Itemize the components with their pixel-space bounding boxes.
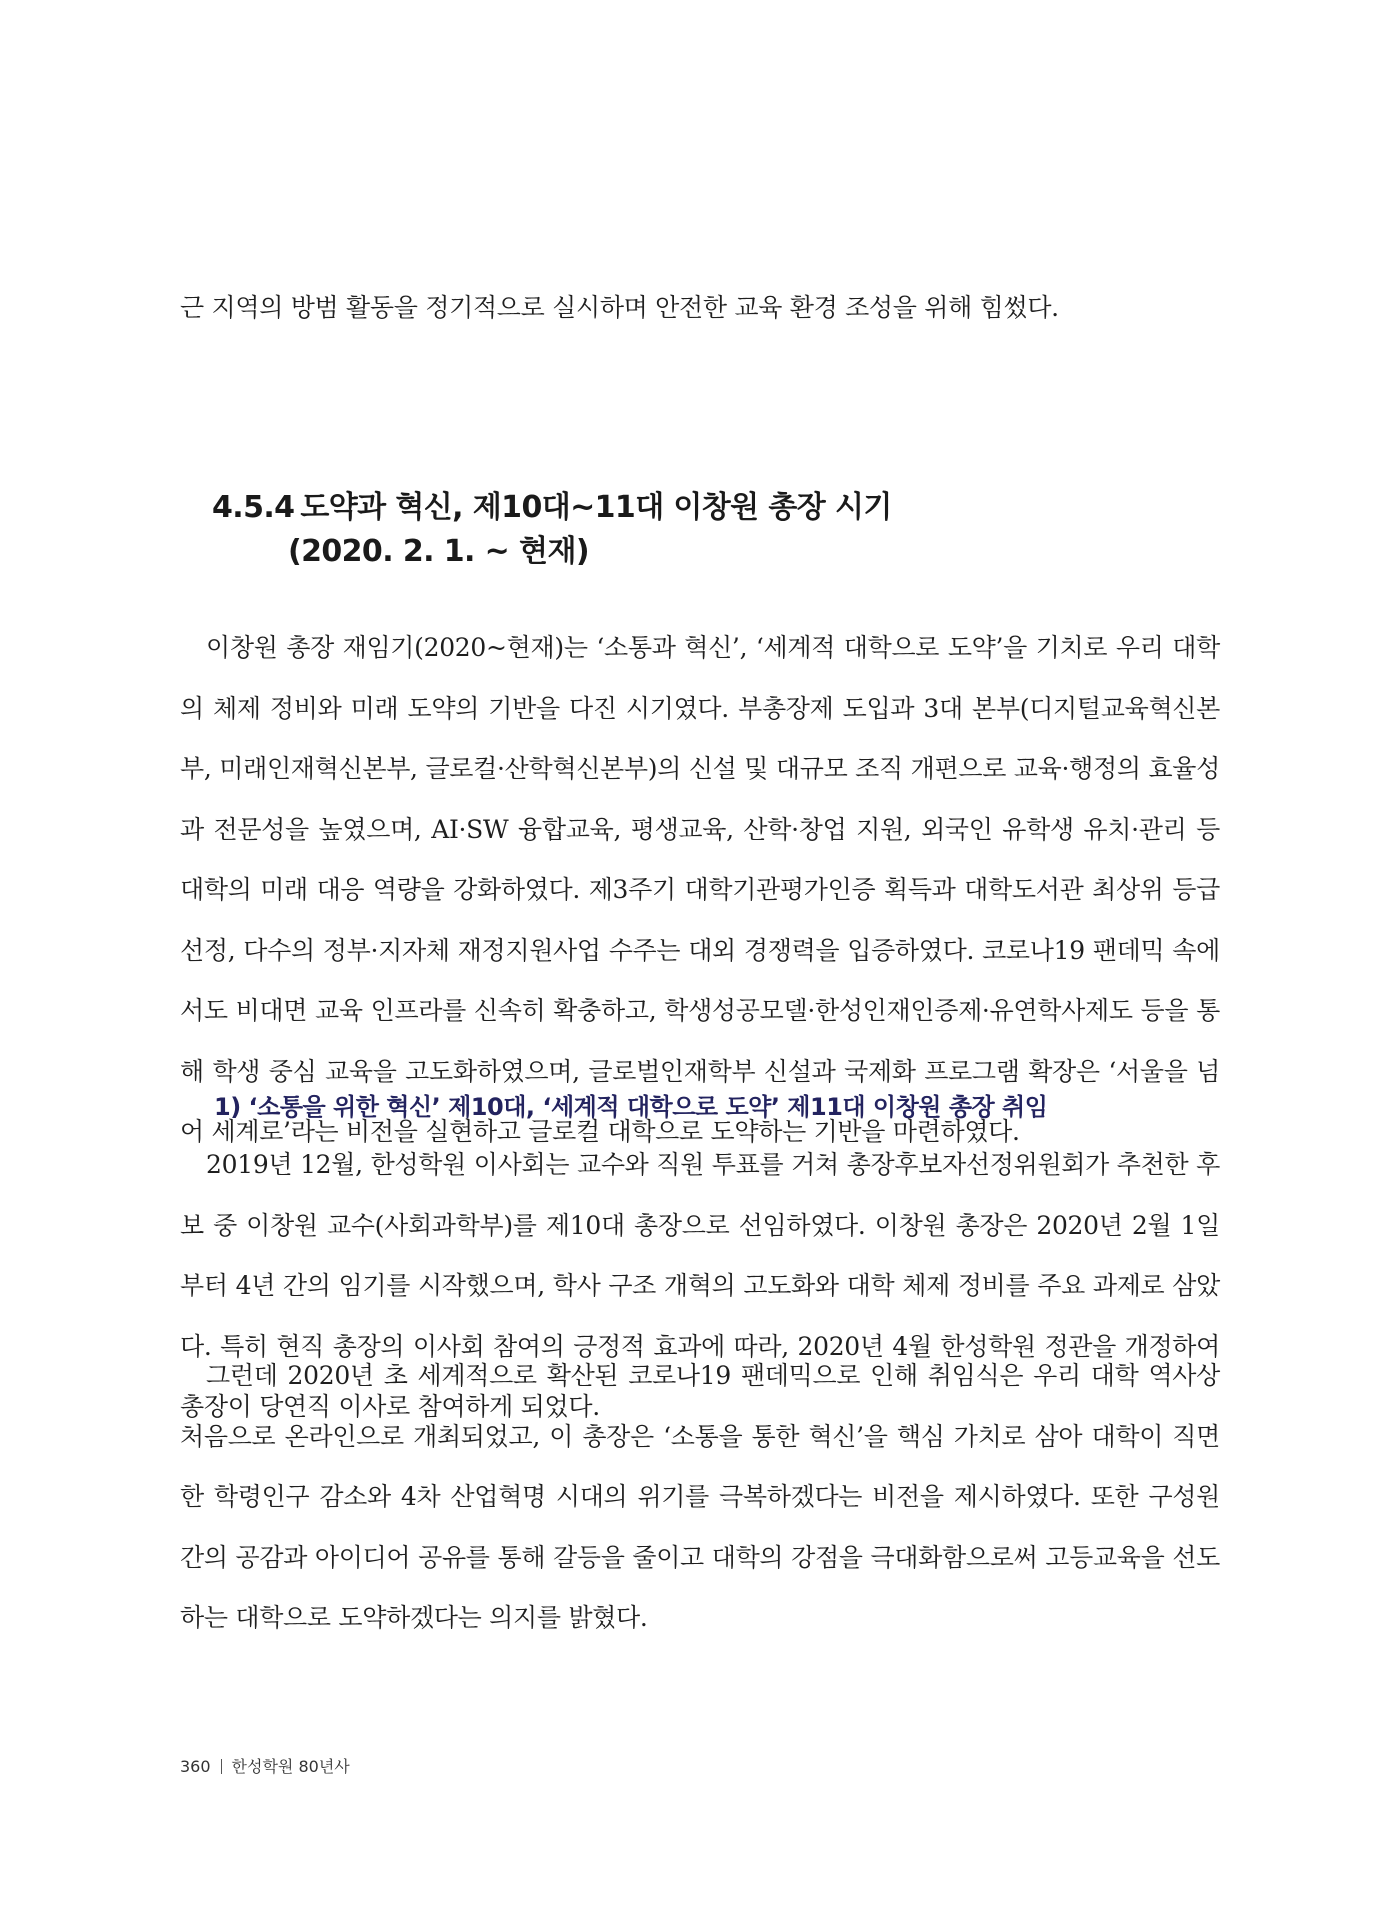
body-paragraph-3: 그런데 2020년 초 세계적으로 확산된 코로나19 팬데믹으로 인해 취임식은 우리 대학 역사상 처음으로 온라인으로 개최되었고, 이 총장은 ‘소통을 통한 혁신’을 핵심 가치로 삼아 대학이 직면한 학령인구 감소와 4차 산업혁명 시대의 위기를 극복하겠다는 비전을 제시하였다. 또한 구성원 간의 공감과 아이디어 공유를 통해 갈등을 줄이고 대학의 강점을 극대화함으로써 고등교육을 선도하는 대학으로 도약하겠다는 의지를 밝혔다. — [180, 1361, 1220, 1632]
body-paragraph-2: 2019년 12월, 한성학원 이사회는 교수와 직원 투표를 거쳐 총장후보자선정위원회가 추천한 후보 중 이창원 교수(사회과학부)를 제10대 총장으로 선임하였다. 이창원 총장은 2020년 2월 1일부터 4년 간의 임기를 시작했으며, 학사 구조 개혁의 고도화와 대학 체제 정비를 주요 과제로 삼았다. 특히 현직 총장의 이사회 참여의 긍정적 효과에 따라, 2020년 4월 한성학원 정관을 개정하여 총장이 당연직 이사로 참여하게 되었다. — [180, 1150, 1220, 1421]
section-heading — [212, 486, 892, 574]
section-title-line2: (2020. 2. 1. ~ 현재) — [288, 534, 589, 569]
book-title: 한성학원 80년사 — [231, 1757, 350, 1776]
intro-paragraph: 근 지역의 방범 활동을 정기적으로 실시하며 안전한 교육 환경 조성을 위해 힘썼다. — [180, 293, 1059, 322]
page-footer — [180, 1756, 350, 1778]
subsection-heading: 1) ‘소통을 위한 혁신’ 제10대, ‘세계적 대학으로 도약’ 제11대 이창원 총장 취임 — [214, 1093, 1048, 1121]
section-title-line1: 도약과 혁신, 제10대~11대 이창원 총장 시기 — [300, 490, 892, 525]
section-number: 4.5.4 — [212, 490, 295, 525]
body-paragraph-1: 이창원 총장 재임기(2020~현재)는 ‘소통과 혁신’, ‘세계적 대학으로 도약’을 기치로 우리 대학의 체제 정비와 미래 도약의 기반을 다진 시기였다. 부총장제 도입과 3대 본부(디지털교육혁신본부, 미래인재혁신본부, 글로컬·산학혁신본부)의 신설 및 대규모 조직 개편으로 교육·행정의 효율성과 전문성을 높였으며, AI·SW 융합교육, 평생교육, 산학·창업 지원, 외국인 유학생 유치·관리 등 대학의 미래 대응 역량을 강화하였다. 제3주기 대학기관평가인증 획득과 대학도서관 최상위 등급 선정, 다수의 정부·지자체 재정지원사업 수주는 대외 경쟁력을 입증하였다. 코로나19 팬데믹 속에서도 비대면 교육 인프라를 신속히 확충하고, 학생성공모델·한성인재인증제·유연학사제도 등을 통해 학생 중심 교육을 고도화하였으며, 글로벌인재학부 신설과 국제화 프로그램 확장은 ‘서울을 넘어 세계로’라는 비전을 실현하고 글로컬 대학으로 도약하는 기반을 마련하였다. — [180, 633, 1220, 1146]
footer-divider — [221, 1759, 222, 1774]
page-number: 360 — [180, 1757, 211, 1776]
